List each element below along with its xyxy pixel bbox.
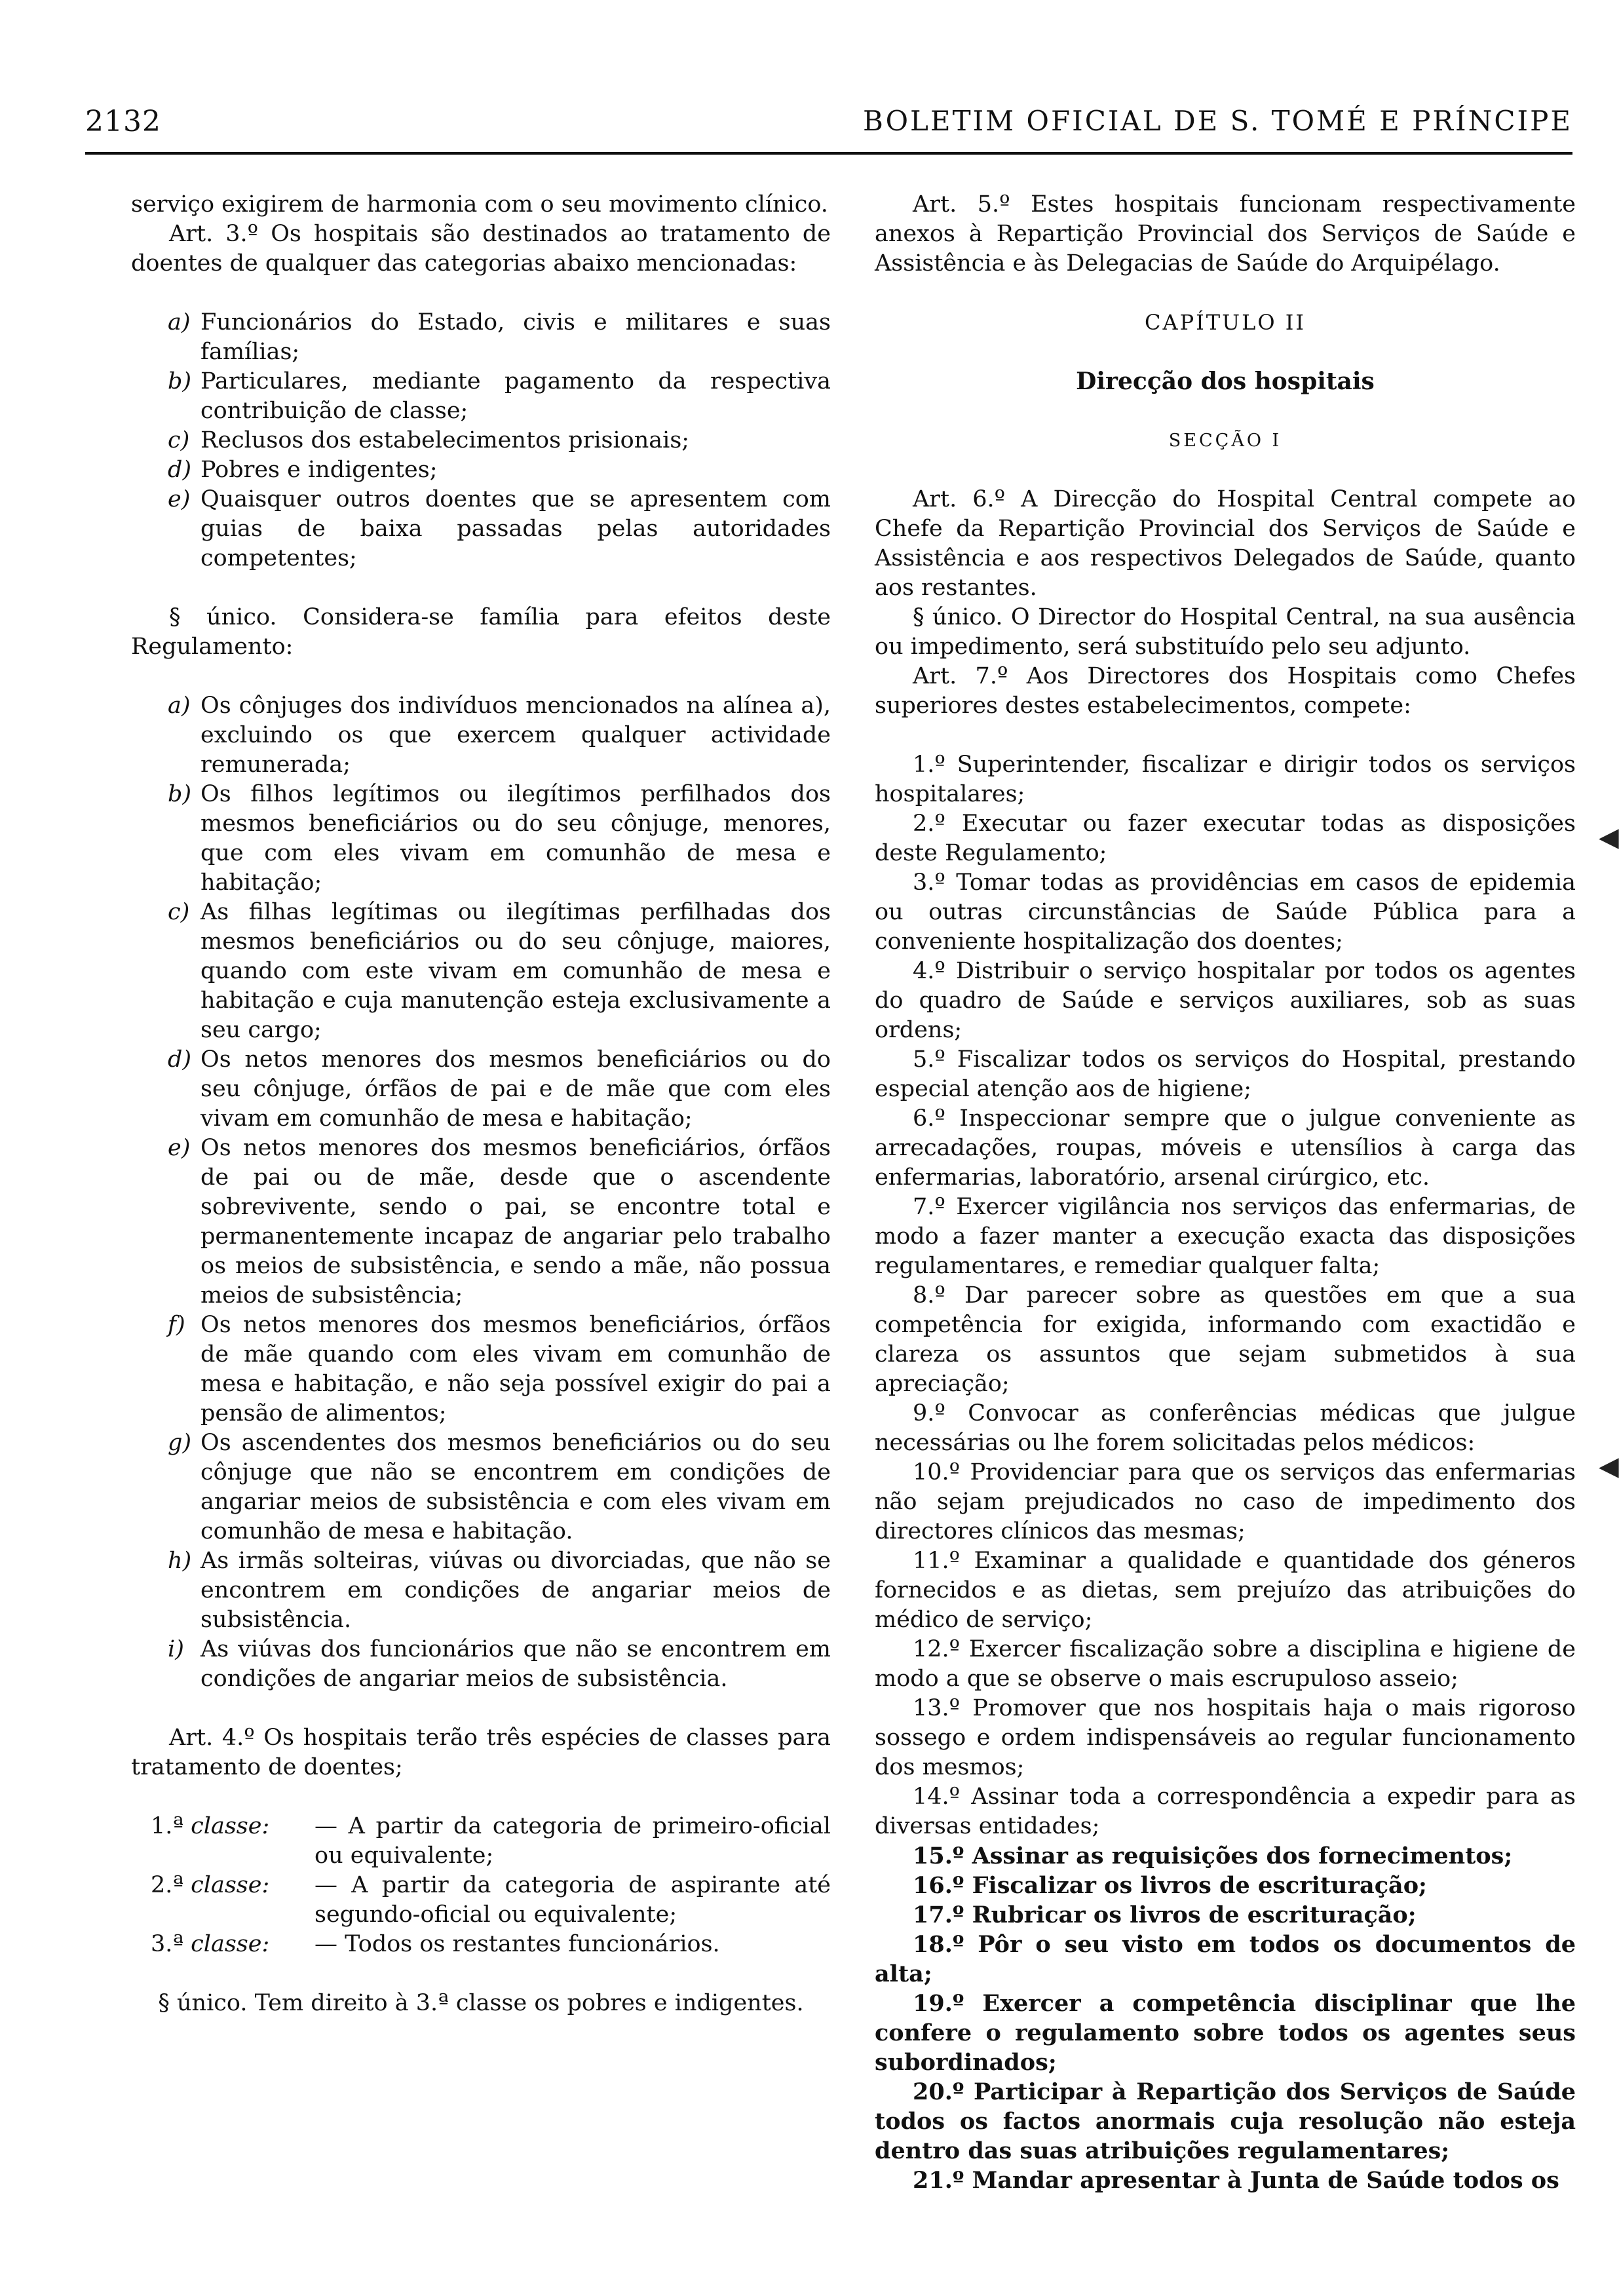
list-item (131, 780, 831, 898)
item-label: a) (168, 309, 191, 335)
list-item (131, 308, 831, 367)
list-item: 8.º Dar parecer sobre as questões em que a sua competência for exigida, informando com exactidão e clareza os assuntos que sejam submetidos à sua apreciação; (875, 1282, 1576, 1397)
list-item (131, 1311, 831, 1428)
item-label: a) (168, 693, 191, 719)
section-title: Direcção dos hospitais (1076, 368, 1375, 395)
list-item: 18.º Pôr o seu visto em todos os documentos de alta; (875, 1931, 1576, 1987)
paragraph-intro: serviço exigirem de harmonia com o seu movimento clínico. (131, 191, 828, 218)
list-item (131, 1428, 831, 1546)
item-text: Os ascendentes dos mesmos beneficiários ou do seu cônjuge que não se encontrem em condições de angariar meios de subsistência e com eles vivam em comunhão de mesa e habitação. (200, 1430, 831, 1544)
article-6: Art. 6.º A Direcção do Hospital Central compete ao Chefe da Repartição Provincial dos Serviços de Saúde e Assistência e aos respectivos Delegados de Saúde, quanto aos restantes. (875, 486, 1576, 601)
item-label: b) (168, 781, 192, 807)
list-item: 1.º Superintender, fiscalizar e dirigir todos os serviços hospitalares; (875, 752, 1576, 807)
class-text: — Todos os restantes funcionários. (314, 1931, 720, 1957)
item-text: Reclusos dos estabelecimentos prisionais; (200, 427, 690, 453)
list-item: 21.º Mandar apresentar à Junta de Saúde todos os (913, 2167, 1559, 2194)
list-item: 11.º Examinar a qualidade e quantidade dos géneros fornecidos e as dietas, sem prejuízo das atribuições do médico de serviço; (875, 1548, 1576, 1633)
item-label: f) (168, 1312, 185, 1338)
class-word: classe: (191, 1931, 270, 1957)
class-number: 1.ª (151, 1813, 184, 1839)
list-item (131, 426, 831, 455)
item-label: h) (168, 1548, 192, 1574)
item-label: e) (168, 1135, 191, 1161)
list-item: 3.º Tomar todas as providências em casos de epidemia ou outras circunstâncias de Saúde Pública para a conveniente hospitalização dos doentes; (875, 870, 1576, 955)
list-item: 15.º Assinar as requisições dos fornecimentos; (913, 1843, 1513, 1869)
item-text: As viúvas dos funcionários que não se encontrem em condições de angariar meios de subsistência. (200, 1636, 831, 1692)
class-label (151, 1812, 314, 1871)
paragraph-unico-classe: § único. Tem direito à 3.ª classe os pobres e indigentes. (158, 1990, 804, 2016)
family-list (131, 691, 831, 1694)
list-item (131, 1546, 831, 1635)
list-item: 19.º Exercer a competência disciplinar que lhe confere o regulamento sobre todos os agentes seus subordinados; (875, 1990, 1576, 2076)
class-text: — A partir da categoria de primeiro-oficial ou equivalente; (314, 1813, 831, 1869)
margin-mark: ◀ (1599, 822, 1619, 852)
publication-title: BOLETIM OFICIAL DE S. TOMÉ E PRÍNCIPE (862, 105, 1572, 137)
item-label: d) (168, 457, 192, 483)
list-item: 16.º Fiscalizar os livros de escrituração; (913, 1872, 1427, 1899)
item-label: b) (168, 368, 192, 394)
list-item: 17.º Rubricar os livros de escrituração; (913, 1902, 1417, 1928)
list-item (131, 898, 831, 1045)
class-item (131, 1871, 831, 1930)
list-item: 12.º Exercer fiscalização sobre a disciplina e higiene de modo a que se observe o mais escrupuloso asseio; (875, 1636, 1576, 1692)
paragraph-unico: § único. Considera-se família para efeitos deste Regulamento: (131, 604, 831, 660)
art3-list (131, 308, 831, 573)
seccao-heading: SECÇÃO I (1168, 430, 1282, 451)
list-item: 2.º Executar ou fazer executar todas as disposições deste Regulamento; (875, 811, 1576, 866)
item-text: As filhas legítimas ou ilegítimas perfilhadas dos mesmos beneficiários ou do seu cônjuge, maiores, quando com este vivam em comunhão de mesa e habitação e cuja manutenção esteja exclusivamente a seu cargo; (200, 899, 831, 1043)
item-text: Funcionários do Estado, civis e militares e suas famílias; (200, 309, 831, 365)
article-7: Art. 7.º Aos Directores dos Hospitais como Chefes superiores destes estabelecimentos, compete: (875, 663, 1576, 719)
item-label: i) (168, 1636, 184, 1662)
list-item: 9.º Convocar as conferências médicas que julgue necessárias ou lhe forem solicitadas pelos médicos: (875, 1400, 1576, 1456)
right-column (875, 190, 1576, 2261)
chapter-heading: CAPÍTULO II (1144, 310, 1306, 335)
list-item: 4.º Distribuir o serviço hospitalar por todos os agentes do quadro de Saúde e serviços auxiliares, sob as suas ordens; (875, 958, 1576, 1043)
item-text: Quaisquer outros doentes que se apresentem com guias de baixa passadas pelas autoridades competentes; (200, 486, 831, 571)
list-item: 6.º Inspeccionar sempre que o julgue conveniente as arrecadações, roupas, móveis e utensílios à carga das enfermarias, laboratório, arsenal cirúrgico, etc. (875, 1105, 1576, 1191)
classes-list (131, 1812, 831, 1959)
list-item: 5.º Fiscalizar todos os serviços do Hospital, prestando especial atenção aos de higiene; (875, 1046, 1576, 1102)
header-rule (85, 152, 1572, 155)
list-item (131, 691, 831, 780)
left-column (131, 190, 831, 2261)
page-number: 2132 (85, 105, 161, 138)
article-4: Art. 4.º Os hospitais terão três espécies de classes para tratamento de doentes; (131, 1725, 831, 1780)
list-item: 20.º Participar à Repartição dos Serviços de Saúde todos os factos anormais cuja resolução não esteja dentro das suas atribuições regulamentares; (875, 2078, 1576, 2164)
item-label: e) (168, 486, 191, 512)
article-5: Art. 5.º Estes hospitais funcionam respectivamente anexos à Repartição Provincial dos Serviços de Saúde e Assistência e às Delegacias de Saúde do Arquipélago. (875, 191, 1576, 277)
margin-mark: ◀ (1599, 1451, 1619, 1482)
item-text: As irmãs solteiras, viúvas ou divorciadas, que não se encontrem em condições de angariar meios de subsistência. (200, 1548, 831, 1633)
item-label: c) (168, 899, 190, 925)
list-item (131, 485, 831, 573)
class-label (151, 1930, 314, 1959)
item-text: Os cônjuges dos indivíduos mencionados na alínea a), excluindo os que exercem qualquer actividade remunerada; (200, 693, 831, 778)
class-text: — A partir da categoria de aspirante até segundo-oficial ou equivalente; (314, 1872, 831, 1928)
item-text: Particulares, mediante pagamento da respectiva contribuição de classe; (200, 368, 831, 424)
item-label: c) (168, 427, 190, 453)
list-item (131, 367, 831, 426)
class-label (151, 1871, 314, 1930)
item-text: Os netos menores dos mesmos beneficiários ou do seu cônjuge, órfãos de pai e de mãe que com eles vivam em comunhão de mesa e habitação; (200, 1046, 831, 1132)
list-item (131, 1635, 831, 1694)
class-number: 2.ª (151, 1872, 184, 1898)
class-word: classe: (191, 1813, 270, 1839)
list-item: 13.º Promover que nos hospitais haja o mais rigoroso sossego e ordem indispensáveis ao regular funcionamento dos mesmos; (875, 1695, 1576, 1780)
article-3: Art. 3.º Os hospitais são destinados ao tratamento de doentes de qualquer das categorias abaixo mencionadas: (131, 221, 831, 277)
list-item: 10.º Providenciar para que os serviços das enfermarias não sejam prejudicados no caso de impedimento dos directores clínicos das mesmas; (875, 1459, 1576, 1544)
competences-list (875, 750, 1576, 2195)
item-label: g) (168, 1430, 192, 1456)
item-text: Os netos menores dos mesmos beneficiários, órfãos de mãe quando com eles vivam em comunhão de mesa e habitação, e não seja possível exigir do pai a pensão de alimentos; (200, 1312, 831, 1426)
list-item (131, 1045, 831, 1134)
item-text: Os filhos legítimos ou ilegítimos perfilhados dos mesmos beneficiários ou do seu cônjuge, menores, que com eles vivam em comunhão de mesa e habitação; (200, 781, 831, 896)
list-item (131, 455, 831, 485)
class-word: classe: (191, 1872, 270, 1898)
class-item (131, 1930, 831, 1959)
list-item: 14.º Assinar toda a correspondência a expedir para as diversas entidades; (875, 1784, 1576, 1839)
class-number: 3.ª (151, 1931, 184, 1957)
class-item (131, 1812, 831, 1871)
item-text: Pobres e indigentes; (200, 457, 438, 483)
item-text: Os netos menores dos mesmos beneficiários, órfãos de pai ou de mãe, desde que o ascendente sobrevivente, sendo o pai, se encontre total e permanentemente incapaz de angariar pelo trabalho os meios de subsistência, e sendo a mãe, não possua meios de subsistência; (200, 1135, 831, 1309)
article-6-unico: § único. O Director do Hospital Central, na sua ausência ou impedimento, será substituído pelo seu adjunto. (875, 604, 1576, 660)
list-item (131, 1134, 831, 1311)
page-header (85, 98, 1572, 151)
list-item: 7.º Exercer vigilância nos serviços das enfermarias, de modo a fazer manter a execução exacta das disposições regulamentares, e remediar qualquer falta; (875, 1194, 1576, 1279)
item-label: d) (168, 1046, 192, 1073)
